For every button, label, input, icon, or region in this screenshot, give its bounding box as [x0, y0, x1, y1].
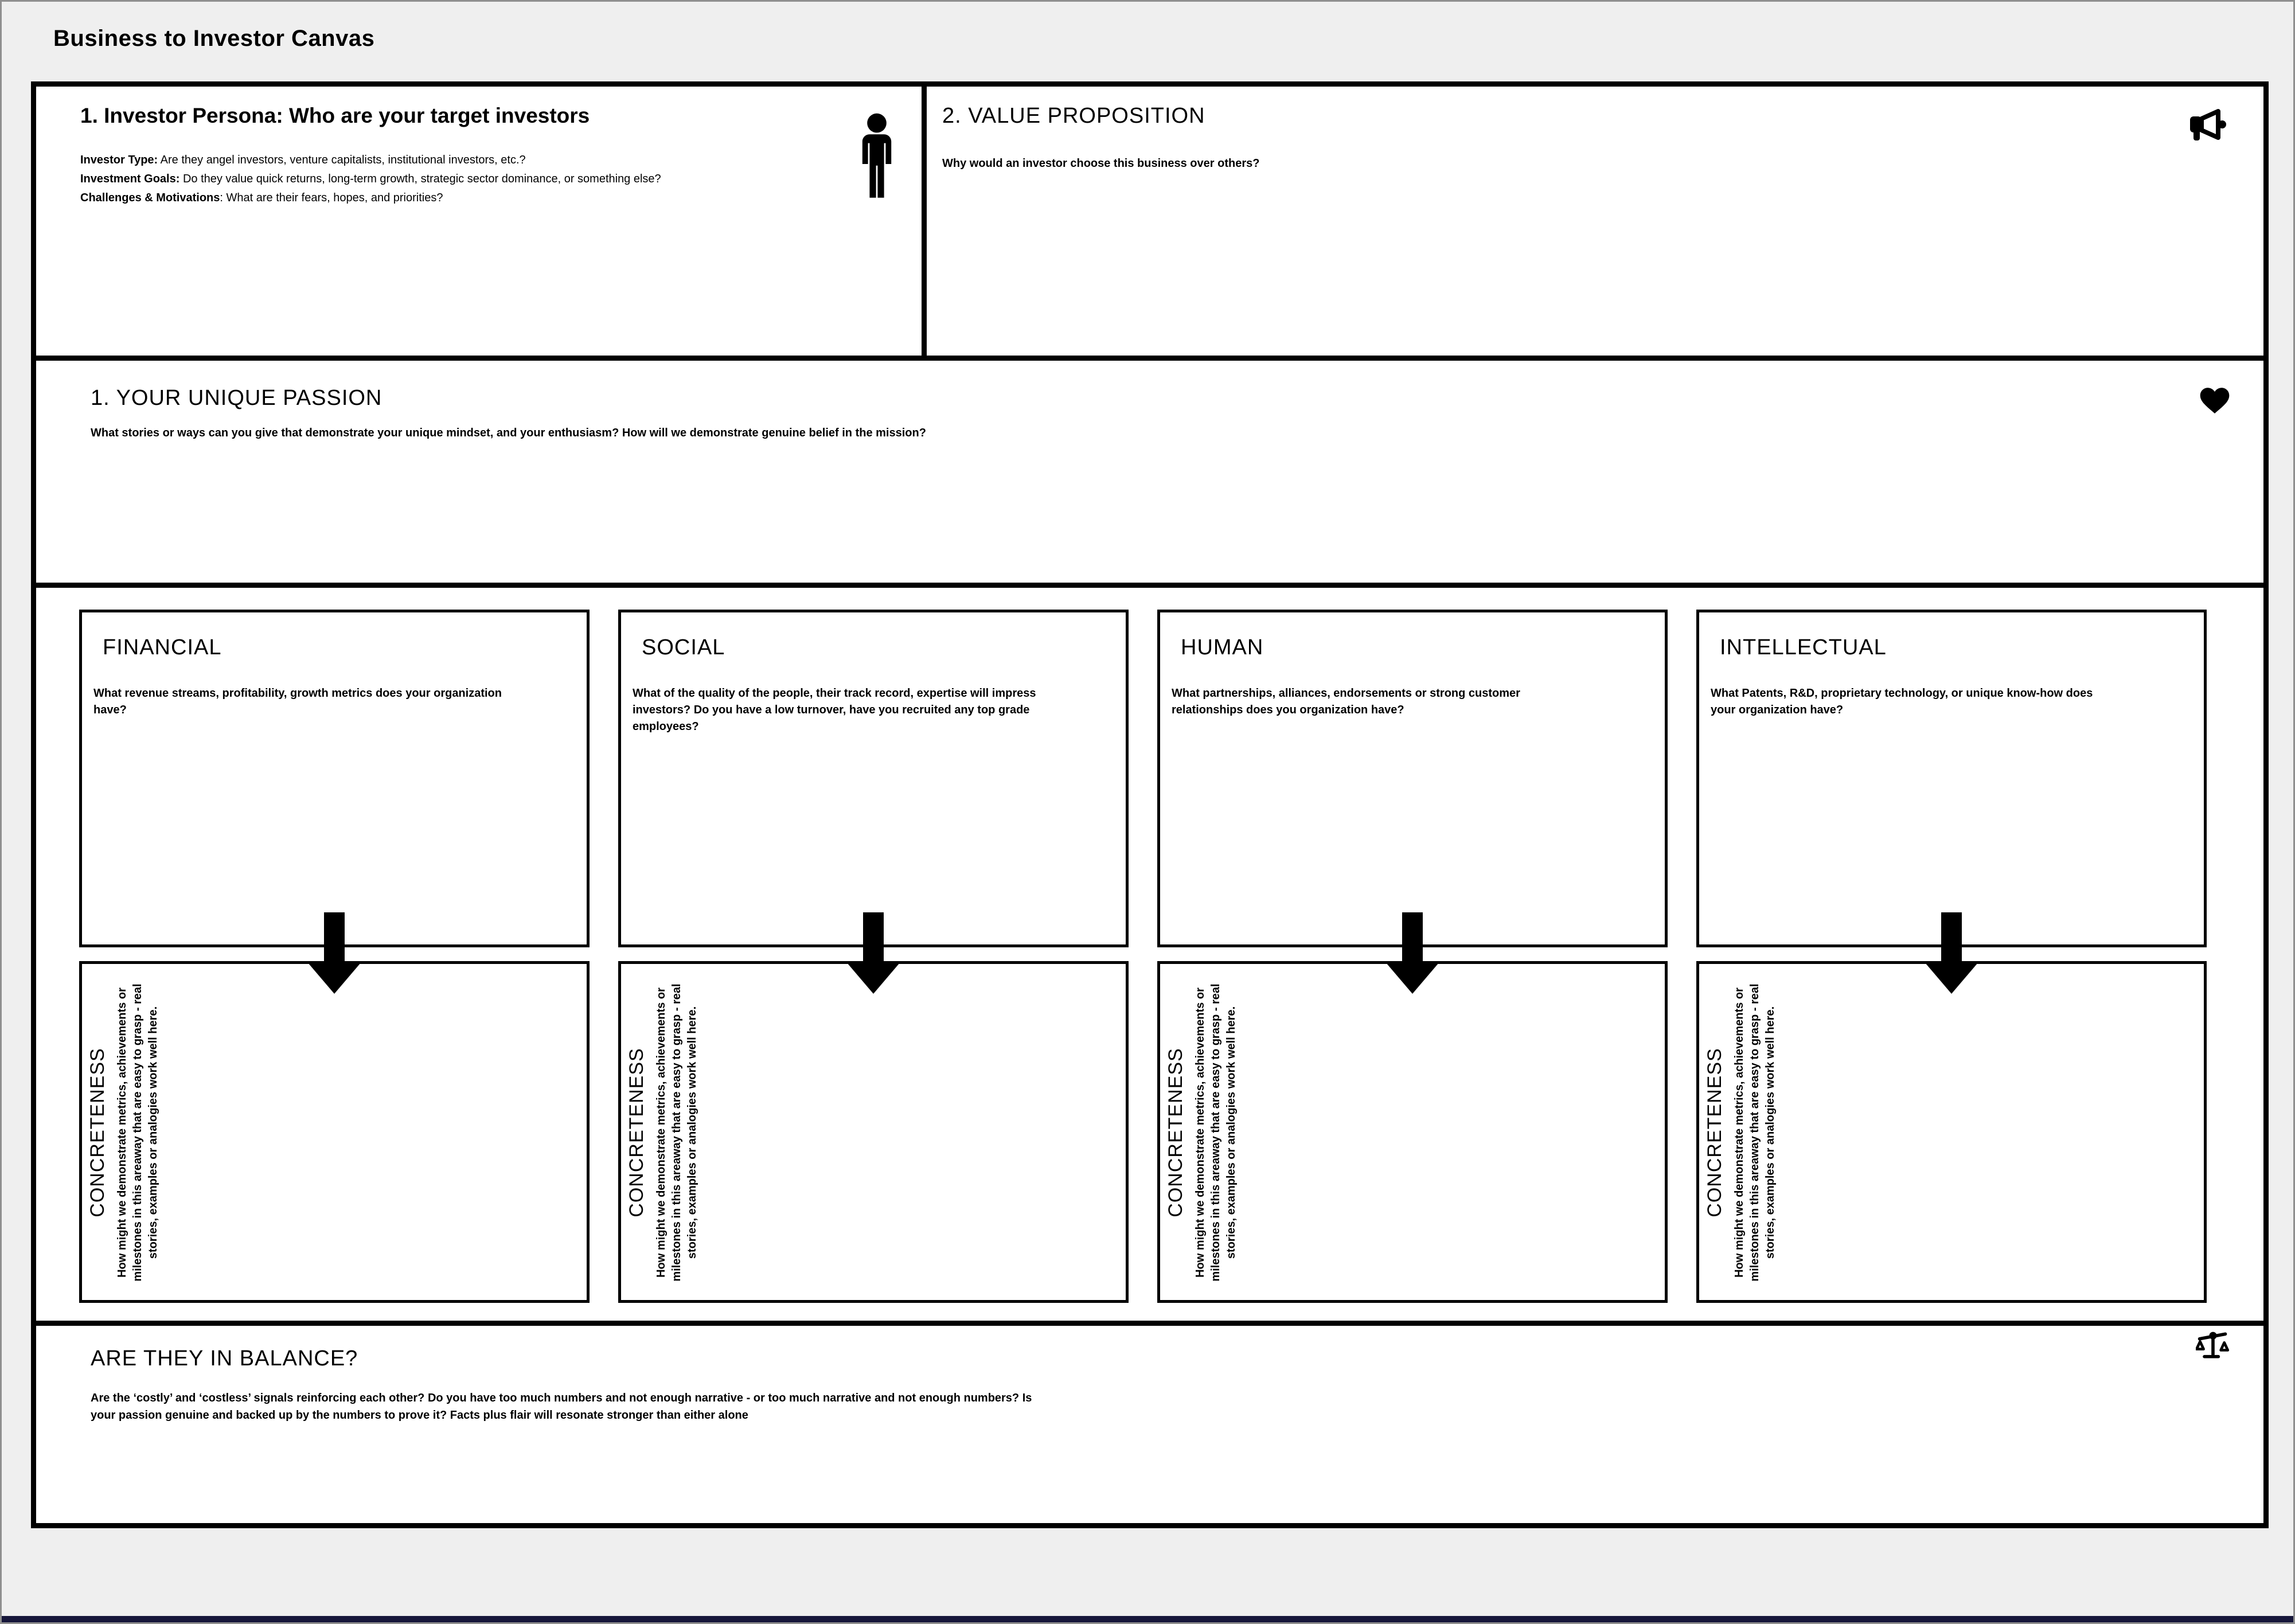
scales-icon — [2196, 1329, 2230, 1361]
capital-question: What revenue streams, profitability, growth metrics does your organization have? — [93, 687, 502, 716]
capital-heading: INTELLECTUAL — [1720, 635, 1887, 659]
capital-question: What partnerships, alliances, endorsements or strong customer relationships does you organization have? — [1172, 687, 1520, 716]
bottom-bar — [2, 1616, 2293, 1622]
concreteness-box-human — [1157, 961, 1668, 1303]
concreteness-description: How might we demonstrate metrics, achievements or milestones in this areaway that are easy to grasp - real stories, examples or analogies work well here. — [655, 983, 698, 1282]
concreteness-description: How might we demonstrate metrics, achievements or milestones in this areaway that are easy to grasp - real stories, examples or analogies work well here. — [1733, 983, 1777, 1282]
investor-persona-heading: 1. Investor Persona: Who are your target investors — [80, 104, 590, 127]
investor-persona-notes — [80, 151, 807, 208]
balance-question: Are the ‘costly’ and ‘costless’ signals reinforcing each other? Do you have too much numbers and not enough narrative - or too much narrative and not enough numbers? Is your passion genuine and backed up by the numbers to prove it? Facts plus flair will resonate stronger than either alone — [91, 1392, 1032, 1422]
unique-passion-question: What stories or ways can you give that demonstrate your unique mindset, and your enthusiasm? How will we demonstrate genuine belief in the mission? — [91, 427, 926, 439]
concreteness-box-intellectual — [1696, 961, 2207, 1303]
concreteness-rotated-text — [1704, 969, 1904, 1297]
concreteness-box-financial — [79, 961, 590, 1303]
section-capitals — [36, 588, 2263, 1326]
capital-box-intellectual — [1696, 610, 2207, 947]
capital-heading: SOCIAL — [642, 635, 725, 659]
capital-question: What Patents, R&D, proprietary technology, or unique know-how does your organization have? — [1711, 687, 2093, 716]
value-proposition-question: Why would an investor choose this business over others? — [942, 157, 1260, 170]
down-arrow-icon — [847, 912, 900, 994]
concreteness-heading: CONCRETENESS — [1704, 1048, 1726, 1217]
concreteness-description: How might we demonstrate metrics, achievements or milestones in this areaway that are easy to grasp - real stories, examples or analogies work well here. — [1194, 983, 1238, 1282]
balance-heading: ARE THEY IN BALANCE? — [91, 1346, 358, 1371]
value-proposition-heading: 2. VALUE PROPOSITION — [942, 104, 1205, 128]
section-investor-persona — [36, 87, 927, 356]
concreteness-rotated-text — [626, 969, 826, 1297]
unique-passion-heading: 1. YOUR UNIQUE PASSION — [91, 386, 382, 410]
capital-question: What of the quality of the people, their track record, expertise will impress investors? Do you have a low turnover, have you recruited any top grade employees? — [633, 687, 1036, 733]
capital-column-social — [618, 610, 1129, 1321]
down-arrow-icon — [308, 912, 361, 994]
section-value-proposition — [927, 87, 2263, 356]
down-arrow-icon — [1386, 912, 1439, 994]
persona-line-investment-goals: Investment Goals: Do they value quick returns, long-term growth, strategic sector dominance, or something else? — [80, 173, 661, 185]
person-icon — [853, 113, 901, 199]
concreteness-box-social — [618, 961, 1129, 1303]
capital-column-financial — [79, 610, 590, 1321]
megaphone-icon — [2189, 108, 2229, 144]
capital-box-human — [1157, 610, 1668, 947]
persona-line-challenges-motivations: Challenges & Motivations: What are their fears, hopes, and priorities? — [80, 192, 443, 204]
section-unique-passion — [36, 361, 2263, 588]
capital-heading: HUMAN — [1181, 635, 1264, 659]
concreteness-heading: CONCRETENESS — [626, 1048, 647, 1217]
row-persona-valueprop — [36, 87, 2263, 361]
capital-box-financial — [79, 610, 590, 947]
page-title: Business to Investor Canvas — [53, 26, 375, 51]
concreteness-heading: CONCRETENESS — [1165, 1048, 1186, 1217]
heart-icon — [2199, 387, 2230, 415]
concreteness-rotated-text — [1165, 969, 1365, 1297]
capital-column-intellectual — [1696, 610, 2207, 1321]
capital-heading: FINANCIAL — [103, 635, 222, 659]
capital-column-human — [1157, 610, 1668, 1321]
persona-line-investor-type: Investor Type: Are they angel investors, venture capitalists, institutional investors, etc.? — [80, 154, 526, 166]
concreteness-rotated-text — [87, 969, 287, 1297]
down-arrow-icon — [1925, 912, 1978, 994]
concreteness-description: How might we demonstrate metrics, achievements or milestones in this areaway that are easy to grasp - real stories, examples or analogies work well here. — [116, 983, 159, 1282]
canvas-frame — [31, 81, 2269, 1528]
concreteness-heading: CONCRETENESS — [87, 1048, 108, 1217]
section-balance — [36, 1326, 2263, 1523]
capital-box-social — [618, 610, 1129, 947]
